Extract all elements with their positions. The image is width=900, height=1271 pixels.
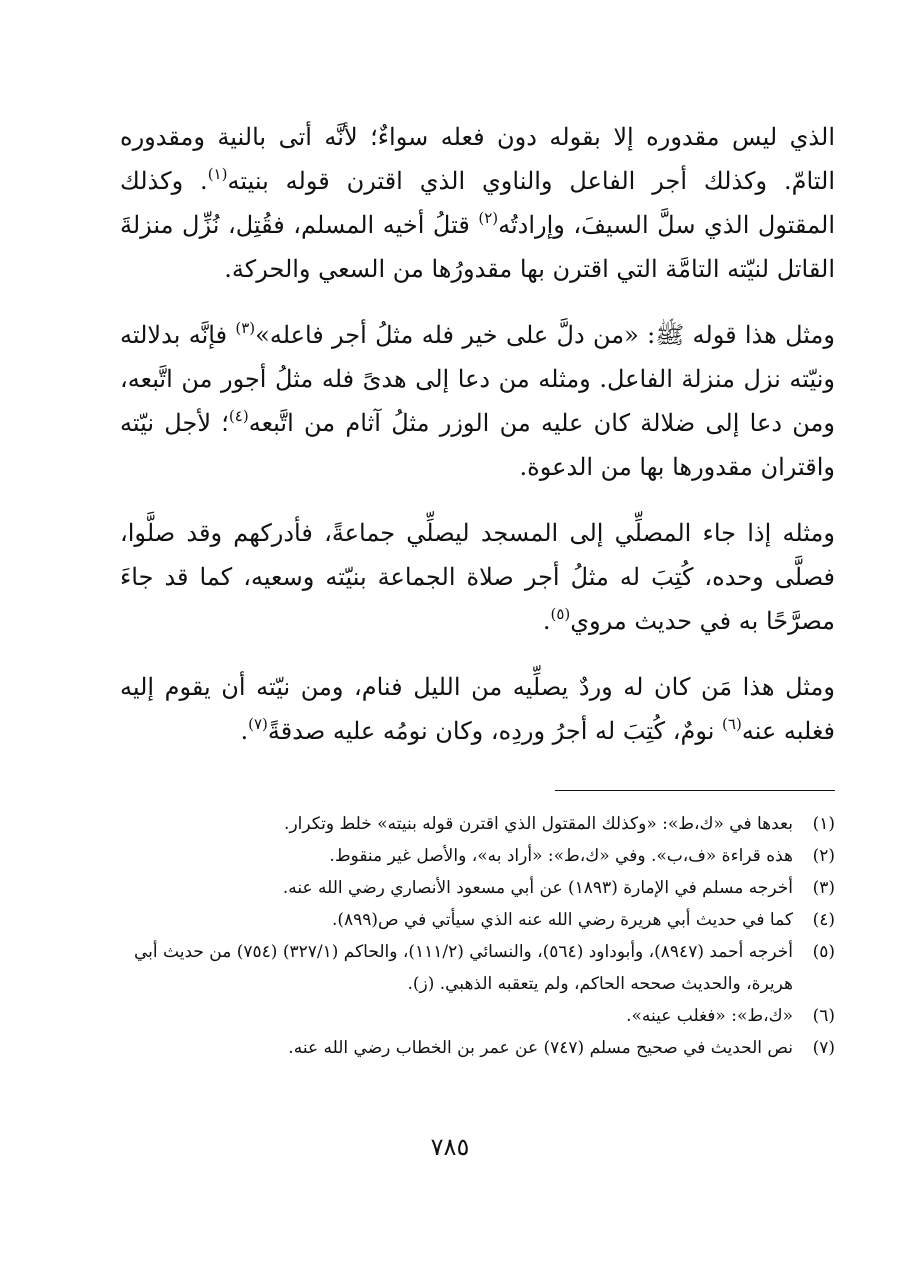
paragraph-text: ومثل هذا مَن كان له وردٌ يصلِّيه من الليل فنام، ومن نيّته أن يقوم إليه فغلبه عنه [120,673,835,745]
footnote-reference[interactable]: (٦) [722,715,742,733]
paragraph-text: ومثل هذا قوله ﷺ: «من دلَّ على خير فله مثلُ أجر فاعله» [255,321,835,349]
footnote-4 [120,904,835,936]
paragraph-text: الذي ليس مقدوره إلا بقوله دون فعله سواءٌ؛ لأنَّه أتى بالنية ومقدوره التامّ. وكذلك أجر الفاعل والناوي الذي اقترن قوله بنيته [120,123,835,195]
paragraph-2 [120,313,835,489]
footnote-text: بعدها في «ك،ط»: «وكذلك المقتول الذي اقترن قوله بنيته» خلط وتكرار. [284,814,793,834]
footnote-reference[interactable]: (١) [207,165,228,183]
footnote-number: (٣) [812,878,835,898]
paragraph-text: . [542,607,551,635]
paragraph-text: . [240,717,249,745]
footnote-reference[interactable]: (٥) [550,605,571,623]
footnote-number: (٢) [812,846,835,866]
paragraph-4 [120,665,835,753]
page-number: ٧٨٥ [430,1133,470,1161]
footnote-text: هذه قراءة «ف،ب». وفي «ك،ط»: «أراد به»، والأصل غير منقوط. [329,846,793,866]
footnote-number: (١) [812,814,835,834]
footnote-text: كما في حديث أبي هريرة رضي الله عنه الذي سيأتي في ص(٨٩٩). [331,910,793,930]
footnote-number: (٤) [812,910,835,930]
paragraph-text: قتلُ أخيه المسلم، فقُتِل، نُزِّل منزلةَ القاتل لنيّته التامَّة التي اقترن بها مقدورُها من السعي والحركة. [120,211,835,283]
footnotes [120,808,835,1064]
footnote-number: (٦) [812,1006,835,1026]
paragraph-text: ومثله إذا جاء المصلِّي إلى المسجد ليصلِّي جماعةً، فأدركهم وقد صلَّوا، فصلَّى وحده، كُتِبَ له مثلُ أجر صلاة الجماعة بنيّته وسعيه، كما قد جاءَ مصرَّحًا به في حديث مروي [120,519,835,635]
footnote-7 [120,1032,835,1064]
main-text [120,115,835,753]
footnote-6 [120,1000,835,1032]
footnote-text: نص الحديث في صحيح مسلم (٧٤٧) عن عمر بن الخطاب رضي الله عنه. [288,1038,793,1058]
footnote-number: (٧) [812,1038,835,1058]
footnote-3 [120,872,835,904]
footnote-text: «ك،ط»: «فغلب عينه». [626,1006,793,1026]
paragraph-text: ؛ لأجل نيّته واقتران مقدورها بها من الدعوة. [120,409,835,481]
footnote-5 [120,936,835,1000]
footnote-reference[interactable]: (٧) [248,715,268,733]
paragraph-1 [120,115,835,291]
paragraph-text: فإنَّه بدلالته ونيّته نزل منزلة الفاعل. ومثله من دعا إلى هدىً فله مثلُ أجور من اتَّبعه، ومن دعا إلى ضلالة كان عليه من الوزر مثلُ آثام من اتَّبعه [120,321,835,437]
paragraph-text: نومٌ، كُتِبَ له أجرُ وردِه، وكان نومُه عليه صدقةً [267,717,723,745]
paragraph-text: . وكذلك المقتول الذي سلَّ السيفَ، وإرادتُه [120,167,835,239]
footnote-separator [555,790,835,791]
footnote-2 [120,840,835,872]
footnote-number: (٥) [812,942,835,962]
footnote-text: أخرجه أحمد (٨٩٤٧)، وأبوداود (٥٦٤)، والنسائي (١١١/٢)، والحاكم (٣٢٧/١) (٧٥٤) من حديث أبي هريرة، والحديث صححه الحاكم، ولم يتعقبه الذهبي. (ز). [134,942,793,994]
footnote-text: أخرجه مسلم في الإمارة (١٨٩٣) عن أبي مسعود الأنصاري رضي الله عنه. [282,878,793,898]
footnote-1 [120,808,835,840]
footnote-reference[interactable]: (٤) [228,407,249,425]
footnote-reference[interactable]: (٣) [235,319,256,337]
footnote-reference[interactable]: (٢) [478,209,499,227]
paragraph-3 [120,511,835,643]
